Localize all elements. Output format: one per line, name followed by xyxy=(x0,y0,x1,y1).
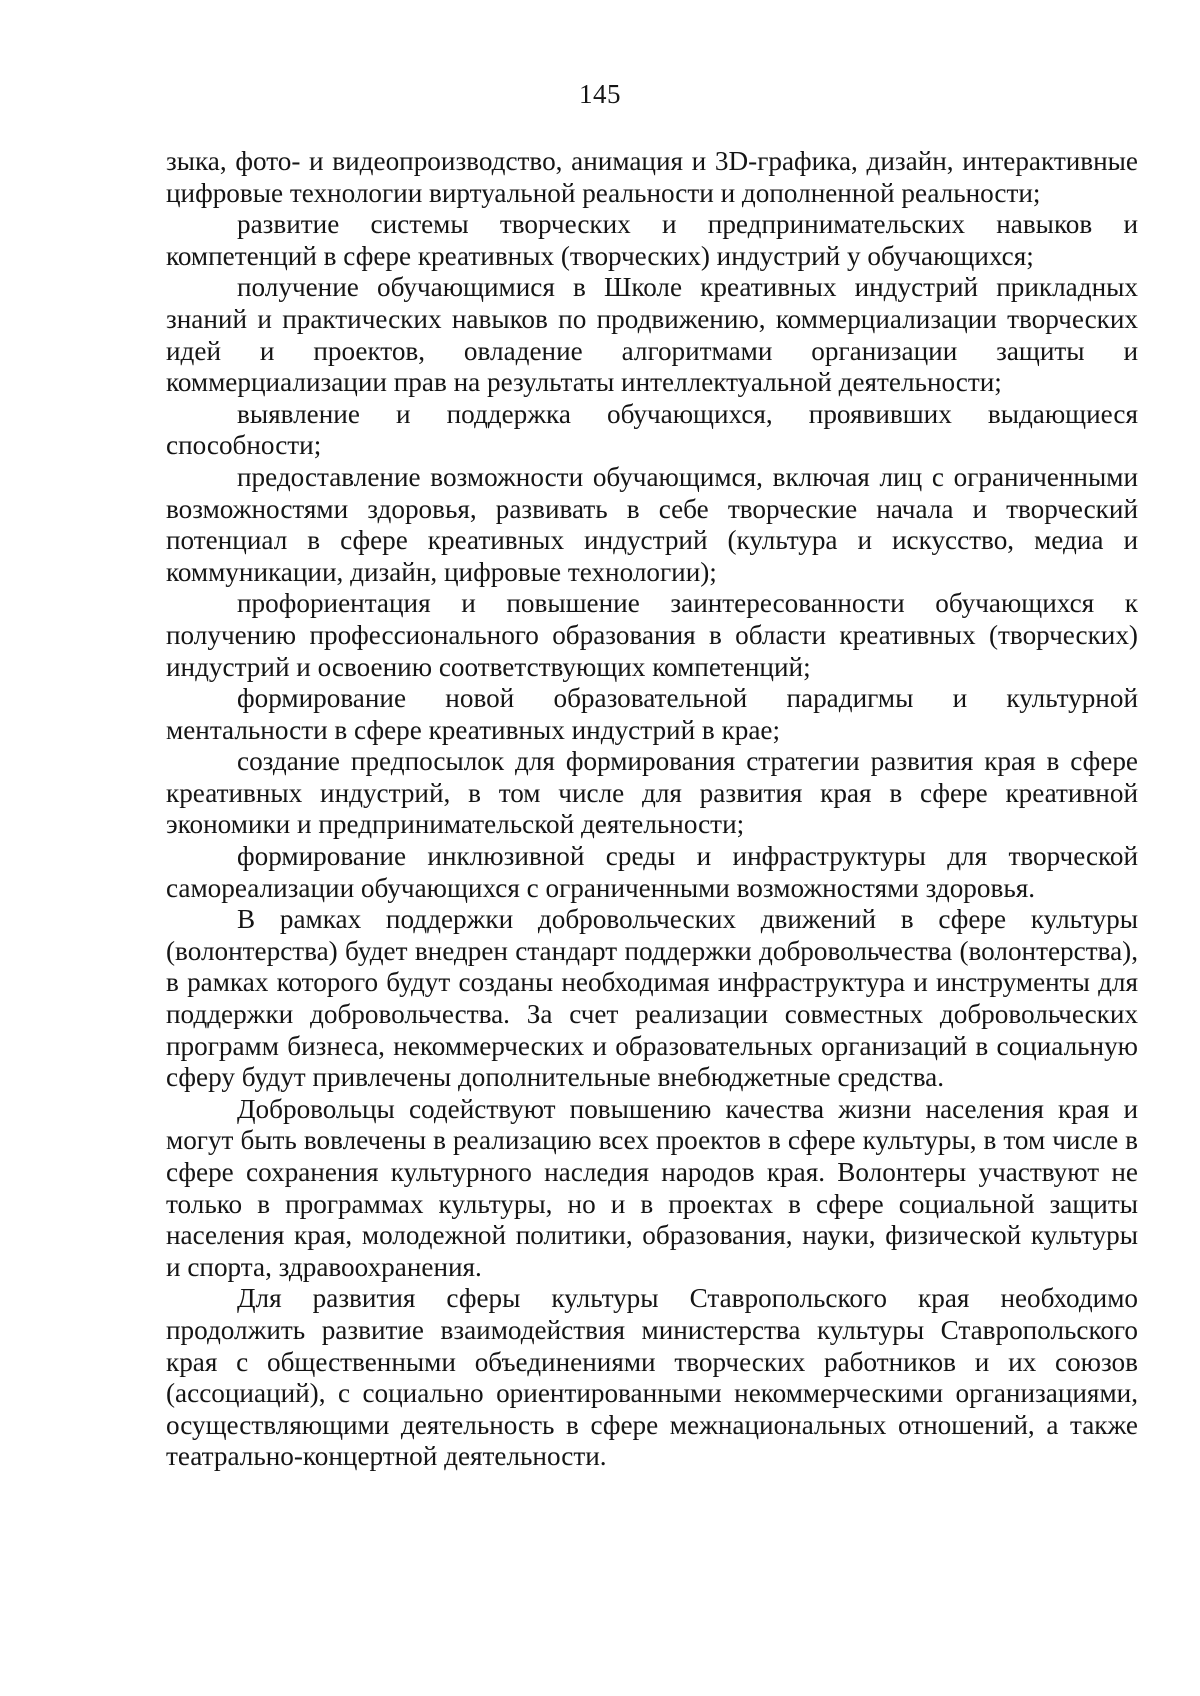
paragraph-culture-development: Для развития сферы культуры Ставропольского края необходимо продолжить развитие взаимодействия министерства культуры Ставропольского края с общественными объединениями творческих работников и их союзов (ассоциаций), с социально ориентированными некоммерческими организациями, осуществляющими деятельность в сфере межнациональных отношений, а также театрально-концертной деятельности. xyxy=(166,1283,1138,1472)
paragraph-opportunities: предоставление возможности обучающимся, включая лиц с ограниченными возможностями здоровья, развивать в себе творческие начала и творческий потенциал в сфере креативных индустрий (культура и искусство, медиа и коммуникации, дизайн, цифровые технологии); xyxy=(166,461,1138,587)
paragraph-new-paradigm: формирование новой образовательной парадигмы и культурной ментальности в сфере креативных индустрий в крае; xyxy=(166,683,1138,745)
paragraph-strategy-prerequisites: создание предпосылок для формирования стратегии развития края в сфере креативных индустрий, в том числе для развития края в сфере креативной экономики и предпринимательской деятельности; xyxy=(166,746,1138,840)
document-body xyxy=(166,146,1138,1473)
paragraph-volunteers-role: Добровольцы содействуют повышению качества жизни населения края и могут быть вовлечены в реализацию всех проектов в сфере культуры, в том числе в сфере сохранения культурного наследия народов края. Волонтеры участвуют не только в программах культуры, но и в проектах в сфере социальной защиты населения края, молодежной политики, образования, науки, физической культуры и спорта, здравоохранения. xyxy=(166,1093,1138,1282)
paragraph-inclusive-environment: формирование инклюзивной среды и инфраструктуры для творческой самореализации обучающихся с ограниченными возможностями здоровья. xyxy=(166,841,1138,903)
paragraph-skills-development: развитие системы творческих и предпринимательских навыков и компетенций в сфере креативных (творческих) индустрий у обучающихся; xyxy=(166,209,1138,271)
paragraph-career-guidance: профориентация и повышение заинтересованности обучающихся к получению профессионального образования в области креативных (творческих) индустрий и освоению соответствующих компетенций; xyxy=(166,588,1138,682)
paragraph-gifted-support: выявление и поддержка обучающихся, проявивших выдающиеся способности; xyxy=(166,398,1138,461)
paragraph-continuation: зыка, фото- и видеопроизводство, анимация и 3D-графика, дизайн, интерактивные цифровые технологии виртуальной реальности и дополненной реальности; xyxy=(166,146,1138,208)
paragraph-volunteering-standard: В рамках поддержки добровольческих движений в сфере культуры (волонтерства) будет внедрен стандарт поддержки добровольчества (волонтерства), в рамках которого будут созданы необходимая инфраструктура и инструменты для поддержки добровольчества. За счет реализации совместных добровольческих программ бизнеса, некоммерческих и образовательных организаций в социальную сферу будут привлечены дополнительные внебюджетные средства. xyxy=(166,904,1138,1093)
page-number: 145 xyxy=(579,79,621,109)
paragraph-applied-knowledge: получение обучающимися в Школе креативных индустрий прикладных знаний и практических навыков по продвижению, коммерциализации творческих идей и проектов, овладение алгоритмами организации защиты и коммерциализации прав на результаты интеллектуальной деятельности; xyxy=(166,272,1138,398)
